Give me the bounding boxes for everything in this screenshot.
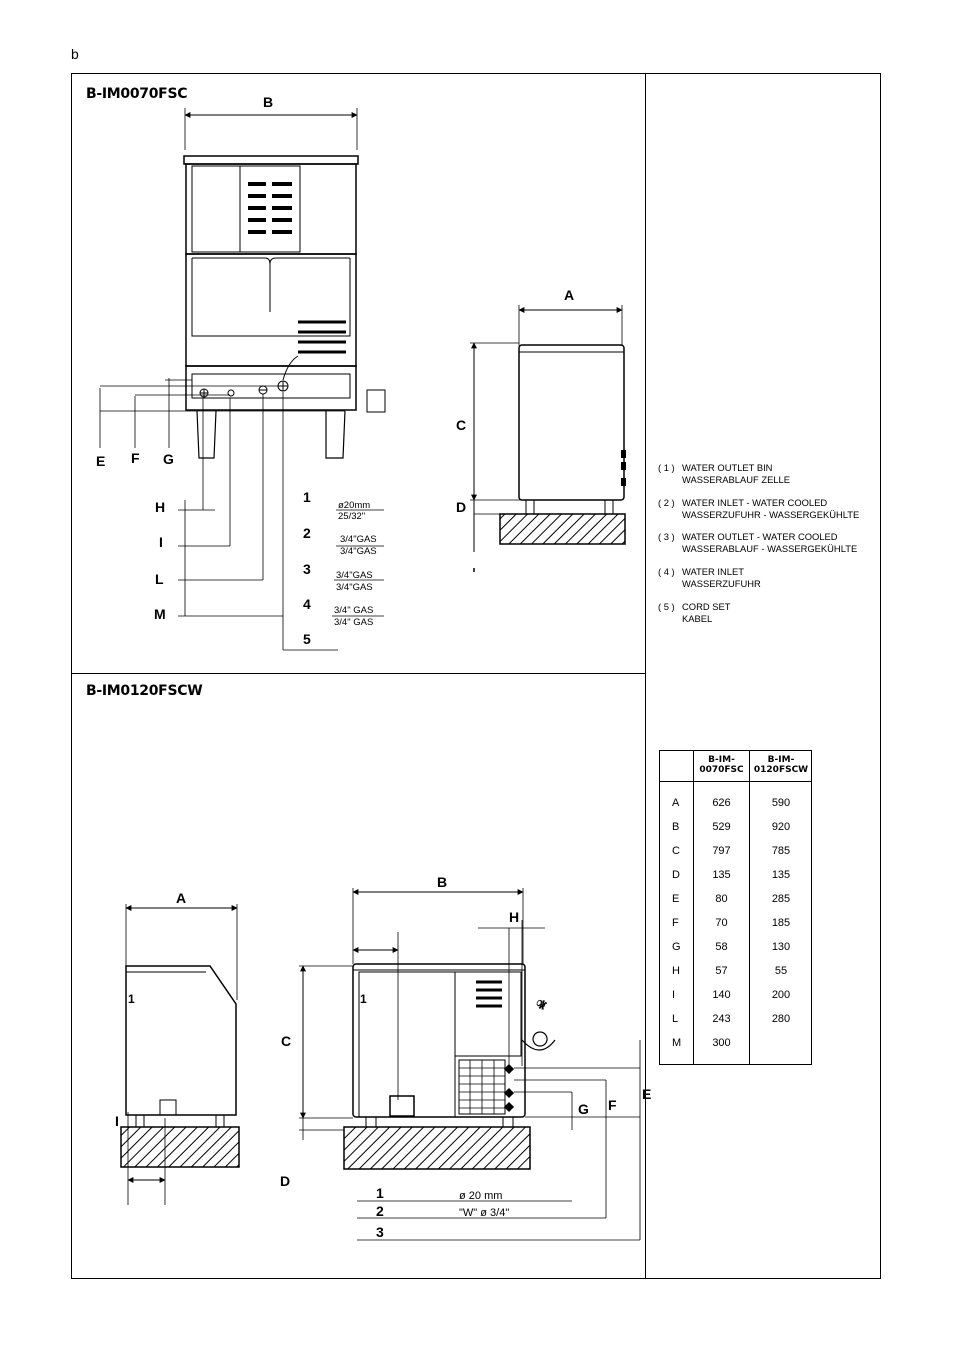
table-cell-0070fsc: 797 <box>712 845 731 857</box>
table-cell-0120fscw: 200 <box>771 989 791 1001</box>
s2-front-marker-1: 1 <box>360 992 367 1006</box>
table-cell-0070fsc: 300 <box>712 1037 731 1049</box>
legend-5-num: ( 5 ) <box>658 601 675 612</box>
s2-dim-G: G <box>578 1101 589 1117</box>
legend-4-line1: WATER INLET <box>682 566 744 577</box>
table-cell-0070fsc: 529 <box>712 821 731 833</box>
s2-dim-E: E <box>642 1086 652 1102</box>
s1-conn-5-num: 5 <box>303 631 311 647</box>
table-row-label: D <box>672 869 680 881</box>
dimensions-table <box>659 750 812 1065</box>
s1-conn-4-spec1: 3/4" GAS <box>334 605 374 616</box>
table-row-label: G <box>672 941 681 953</box>
table-cell-0120fscw: 55 <box>774 965 788 977</box>
s2-dim-D: D <box>280 1173 291 1189</box>
legend-1-line2: WASSERABLAUF ZELLE <box>682 473 791 485</box>
s2-conn-1-num: 1 <box>376 1185 384 1201</box>
s1-conn-2-num: 2 <box>303 525 311 541</box>
legend-4-line2: WASSERZUFUHR <box>682 577 761 589</box>
s1-conn-1-spec2: 25/32" <box>338 511 366 522</box>
s1-dim-C: C <box>456 417 467 433</box>
s2-conn-1-spec: ø 20 mm <box>459 1190 503 1202</box>
s1-conn-3-spec2: 3/4"GAS <box>336 582 373 593</box>
legend-4-num: ( 4 ) <box>658 566 675 577</box>
table-row-label: E <box>672 893 680 905</box>
table-row-label: F <box>672 917 679 929</box>
legend-3-num: ( 3 ) <box>658 531 675 542</box>
s1-conn-3-num: 3 <box>303 561 311 577</box>
s1-dim-G: G <box>163 451 174 467</box>
s1-conn-1-spec1: ø20mm <box>338 500 371 511</box>
legend-2-num: ( 2 ) <box>658 497 675 508</box>
table-header-col2: B-IM- 0120FSCW <box>753 755 809 775</box>
s1-dim-H: H <box>155 499 166 515</box>
s2-dim-H: H <box>509 909 520 925</box>
table-row-label: B <box>672 821 680 833</box>
table-cell-0070fsc: 58 <box>715 941 728 953</box>
table-cell-0070fsc: 57 <box>715 965 728 977</box>
s1-dim-B: B <box>263 94 274 110</box>
s1-dim-M: M <box>154 606 166 622</box>
s2-conn-2-num: 2 <box>376 1203 384 1219</box>
s2-dim-A: A <box>176 890 187 906</box>
s2-cord-marker: ☠ <box>532 996 551 1013</box>
legend-3-line1: WATER OUTLET - WATER COOLED <box>682 531 838 542</box>
s1-dim-D: D <box>456 499 467 515</box>
s2-dim-C: C <box>281 1033 292 1049</box>
s2-conn-3-num: 3 <box>376 1224 384 1240</box>
s1-dim-A: A <box>564 287 575 303</box>
section2-title: B-IM0120FSCW <box>86 683 203 699</box>
table-cell-0120fscw: 135 <box>771 869 791 881</box>
table-row-label: C <box>672 845 680 857</box>
s2-dim-I: I <box>115 1113 119 1129</box>
table-cell-0120fscw <box>750 1036 812 1050</box>
table-cell-0120fscw: 280 <box>771 1013 791 1025</box>
s1-conn-1-num: 1 <box>303 489 311 505</box>
s1-conn-3-spec1: 3/4"GAS <box>336 570 373 581</box>
table-cell-0070fsc: 135 <box>712 869 731 881</box>
table-cell-0070fsc: 70 <box>715 917 728 929</box>
table-cell-0070fsc: 243 <box>712 1013 731 1025</box>
legend-1-line1: WATER OUTLET BIN <box>682 462 773 473</box>
legend-1-num: ( 1 ) <box>658 462 675 473</box>
table-cell-0070fsc: 140 <box>712 989 731 1001</box>
legend-2-line1: WATER INLET - WATER COOLED <box>682 497 828 508</box>
table-row-label: M <box>672 1037 682 1049</box>
table-row-label: I <box>672 989 676 1001</box>
table-row-label: A <box>672 797 680 809</box>
table-cell-0070fsc: 80 <box>715 893 728 905</box>
table-cell-0120fscw: 785 <box>771 845 791 857</box>
legend-2-line2: WASSERZUFUHR - WASSERGEKÜHLTE <box>682 508 860 520</box>
table-row-label: L <box>672 1013 679 1025</box>
s1-dim-E: E <box>96 453 106 469</box>
s2-side-marker-1: 1 <box>128 992 135 1006</box>
s2-dim-B: B <box>437 874 448 890</box>
table-cell-0120fscw: 590 <box>771 797 791 809</box>
s2-conn-2-spec: "W" ø 3/4" <box>459 1207 510 1219</box>
table-cell-0120fscw: 185 <box>771 917 791 929</box>
table-cell-0120fscw: 285 <box>771 893 791 905</box>
table-cell-0120fscw: 920 <box>771 821 791 833</box>
s1-dim-I: I <box>159 534 163 550</box>
table-cell-0120fscw: 130 <box>771 941 791 953</box>
table-header-col1: B-IM- 0070FSC <box>699 755 744 775</box>
legend-3-line2: WASSERABLAUF - WASSERGEKÜHLTE <box>682 542 858 554</box>
legend-5-line1: CORD SET <box>682 601 731 612</box>
legend-5-line2: KABEL <box>682 612 713 624</box>
section1-title: B-IM0070FSC <box>86 86 188 102</box>
s1-conn-4-spec2: 3/4" GAS <box>334 617 374 628</box>
table-row-label: H <box>672 965 680 977</box>
s1-conn-4-num: 4 <box>303 596 311 612</box>
s1-conn-2-spec1: 3/4"GAS <box>340 534 377 545</box>
page-corner-letter: b <box>71 46 79 62</box>
s1-conn-2-spec2: 3/4"GAS <box>340 546 377 557</box>
s2-dim-F: F <box>608 1097 617 1113</box>
s1-dim-L: L <box>155 571 164 587</box>
table-cell-0070fsc: 626 <box>712 797 731 809</box>
s1-dim-F: F <box>131 450 140 466</box>
